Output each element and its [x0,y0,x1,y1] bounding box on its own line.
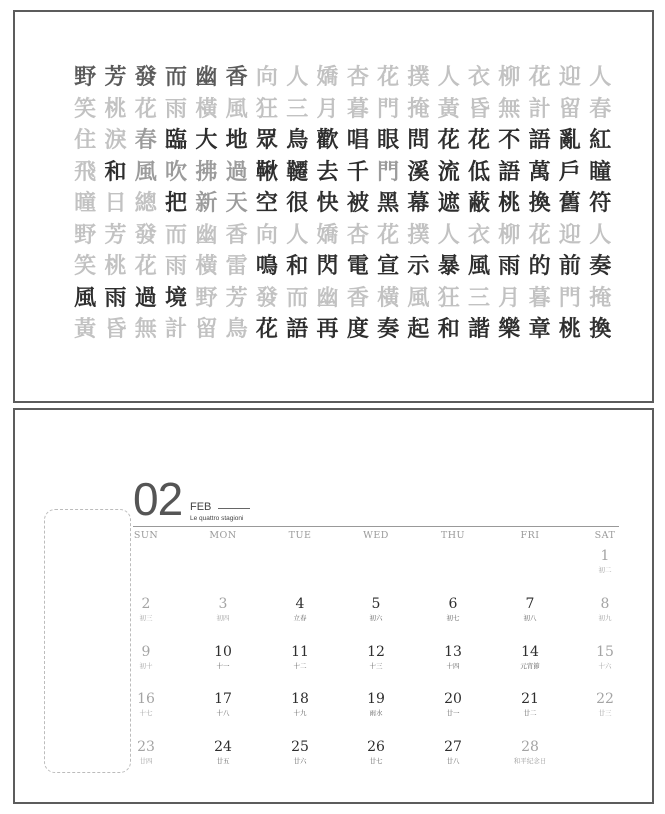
poem-glyph: 幕 [407,190,430,216]
poem-glyph: 雨 [498,253,521,279]
day-number: 21 [521,691,539,707]
poem-glyph: 鞦 [255,158,278,185]
poem-glyph: 嬌 [316,221,339,248]
poem-glyph: 桃 [498,190,521,216]
poem-glyph: 月 [498,284,521,311]
weekday-wed: WED [363,530,389,541]
poem-glyph: 前 [558,253,581,279]
poem-glyph: 野 [74,64,97,90]
poem-glyph: 很 [286,190,309,216]
poem-glyph: 花 [377,64,400,90]
lunar-date-label: 十九 [293,709,307,717]
day-cell-21[interactable] [495,691,565,718]
day-number: 6 [448,596,458,612]
poem-glyph: 杏 [346,221,369,248]
month-name: FEB [190,501,212,513]
header-rule [133,526,619,527]
poem-glyph: 淚 [104,127,127,153]
poem-glyph: 風 [468,253,491,279]
poem-glyph: 桃 [104,253,127,279]
poem-glyph: 起 [407,316,430,342]
day-cell-26[interactable] [341,739,411,766]
lunar-date-label: 十二 [293,662,307,670]
poem-glyph: 三 [286,95,309,122]
poem-glyph: 而 [165,221,188,248]
day-cell-2[interactable] [111,596,181,623]
day-cell-13[interactable] [418,644,488,671]
poem-glyph: 而 [165,64,188,90]
day-cell-19[interactable] [341,691,411,718]
lunar-date-label: 廿一 [446,709,460,717]
day-cell-15[interactable] [570,644,640,671]
poem-glyph: 大 [195,127,218,153]
day-number: 13 [444,644,462,660]
poem-glyph: 花 [134,95,157,122]
poem-glyph: 拂 [195,158,218,185]
poem-glyph: 芳 [104,221,127,248]
poem-glyph: 花 [528,221,551,248]
poem-glyph: 蔽 [468,190,491,216]
weekday-sun: SUN [133,530,159,541]
poem-glyph: 唱 [346,127,369,153]
poem-glyph: 風 [134,158,157,185]
lunar-date-label: 初九 [598,614,612,622]
poem-glyph: 暮 [346,95,369,122]
lunar-date-label: 初二 [598,566,612,574]
poem-glyph: 衣 [468,64,491,90]
lunar-date-label: 和平紀念日 [513,757,547,765]
poem-glyph: 門 [558,284,581,311]
lunar-date-label: 廿八 [446,757,460,765]
photo-placeholder-frame [44,509,131,773]
day-number: 23 [137,739,155,755]
poem-glyph: 風 [407,284,430,311]
poem-glyph: 電 [346,253,369,279]
day-cell-9[interactable] [111,644,181,671]
poem-glyph: 章 [528,316,551,342]
poem-glyph: 雨 [165,253,188,279]
poem-glyph: 狂 [437,284,460,311]
poem-glyph: 向 [255,221,278,248]
poem-glyph: 發 [134,64,157,90]
poem-glyph: 鳴 [255,253,278,279]
poem-glyph: 門 [377,95,400,122]
poem-glyph: 流 [437,158,460,185]
poem-glyph: 三 [468,284,491,311]
poem-glyph: 舊 [558,190,581,216]
poem-glyph: 花 [468,127,491,153]
day-cell-16[interactable] [111,691,181,718]
weekday-sat: SAT [594,530,616,541]
poem-glyph: 戶 [558,158,581,185]
poem-glyph: 無 [498,95,521,122]
day-cell-28[interactable] [495,739,565,766]
lunar-date-label: 廿六 [293,757,307,765]
poem-glyph: 月 [316,95,339,122]
poem-glyph: 萬 [528,158,551,185]
day-number: 5 [371,596,381,612]
poem-glyph: 飛 [74,158,97,185]
day-cell-22[interactable] [570,691,640,718]
poem-glyph: 去 [316,158,339,185]
poem-glyph: 境 [165,284,188,311]
poem-glyph: 奏 [589,253,612,279]
poem-glyph: 瞳 [589,158,612,185]
poem-glyph: 掩 [589,284,612,311]
poem-glyph: 不 [498,127,521,153]
poem-glyph: 再 [316,316,339,342]
poem-glyph: 總 [134,190,157,216]
poem-glyph: 春 [589,95,612,122]
poem-glyph: 橫 [195,253,218,279]
poem-glyph: 換 [528,190,551,216]
day-number: 3 [218,596,228,612]
lunar-date-label: 元宵節 [520,662,540,670]
day-cell-3[interactable] [188,596,258,623]
day-number: 19 [367,691,385,707]
calendar-panel [13,408,654,804]
lunar-date-label: 十四 [446,662,460,670]
day-number: 20 [444,691,462,707]
poem-glyph: 風 [225,95,248,122]
day-cell-6[interactable] [418,596,488,623]
lunar-date-label: 廿七 [369,757,383,765]
poem-glyph: 空 [255,190,278,216]
day-number: 27 [444,739,462,755]
day-number: 15 [596,644,614,660]
poem-glyph: 香 [225,221,248,248]
lunar-date-label: 十六 [598,662,612,670]
poem-glyph: 人 [286,64,309,90]
poem-glyph: 杏 [346,64,369,90]
poem-grid [70,62,615,346]
day-number: 7 [525,596,535,612]
lunar-date-label: 雨水 [369,709,383,717]
poem-glyph: 人 [589,221,612,248]
poem-glyph: 迎 [558,64,581,90]
day-number: 4 [295,596,305,612]
poem-glyph: 無 [134,316,157,342]
lunar-date-label: 十七 [139,709,153,717]
day-number: 12 [367,644,385,660]
poem-glyph: 溪 [407,158,430,185]
day-cell-20[interactable] [418,691,488,718]
poem-glyph: 韆 [286,158,309,185]
weekday-tue: TUE [288,530,312,541]
poem-glyph: 示 [407,253,430,279]
day-number: 25 [291,739,309,755]
lunar-date-label: 立春 [293,614,307,622]
poem-glyph: 幽 [195,221,218,248]
poem-glyph: 衣 [468,221,491,248]
day-number: 22 [596,691,614,707]
poem-glyph: 吹 [165,158,188,185]
poem-glyph: 幽 [195,64,218,90]
day-cell-1[interactable] [570,548,640,575]
poem-glyph: 過 [225,158,248,185]
day-number: 1 [600,548,610,564]
poem-glyph: 千 [346,158,369,185]
poem-glyph: 人 [286,221,309,248]
poem-glyph: 換 [589,316,612,342]
poem-glyph: 黃 [74,316,97,342]
poem-glyph: 問 [407,127,430,153]
poem-glyph: 和 [286,253,309,279]
day-number: 16 [137,691,155,707]
poem-glyph: 住 [74,127,97,153]
weekday-thu: THU [440,530,466,541]
poem-glyph: 雨 [104,284,127,311]
poem-glyph: 花 [377,221,400,248]
poem-glyph: 桃 [104,95,127,122]
poem-glyph: 幽 [316,284,339,311]
poem-glyph: 和 [437,316,460,342]
day-number: 26 [367,739,385,755]
poem-glyph: 香 [346,284,369,311]
poem-glyph: 低 [468,158,491,185]
poem-glyph: 快 [316,190,339,216]
day-number: 18 [291,691,309,707]
poem-glyph: 笑 [74,95,97,122]
poem-glyph: 度 [346,316,369,342]
poem-glyph: 暮 [528,284,551,311]
day-cell-10[interactable] [188,644,258,671]
poem-glyph: 狂 [255,95,278,122]
lunar-date-label: 初三 [139,614,153,622]
poem-glyph: 過 [134,284,157,311]
poem-glyph: 迎 [558,221,581,248]
day-cell-24[interactable] [188,739,258,766]
day-number: 14 [521,644,539,660]
poem-glyph: 春 [134,127,157,153]
poem-glyph: 黑 [377,190,400,216]
poem-glyph: 笑 [74,253,97,279]
lunar-date-label: 初八 [523,614,537,622]
day-number: 28 [521,739,539,755]
day-cell-27[interactable] [418,739,488,766]
day-cell-8[interactable] [570,596,640,623]
lunar-date-label: 廿四 [139,757,153,765]
poem-glyph: 宣 [377,253,400,279]
poem-glyph: 鳥 [286,127,309,153]
poem-glyph: 橫 [377,284,400,311]
poem-glyph: 風 [74,284,97,311]
poem-glyph: 野 [74,221,97,248]
poem-glyph: 紅 [589,127,612,153]
poem-glyph: 撲 [407,64,430,90]
poem-glyph: 把 [165,190,188,216]
poem-glyph: 計 [528,95,551,122]
poem-glyph: 計 [165,316,188,342]
poem-glyph: 奏 [377,316,400,342]
poem-glyph: 鳥 [225,316,248,342]
weekday-fri: FRI [520,530,540,541]
lunar-date-label: 廿二 [523,709,537,717]
poem-glyph: 昏 [468,95,491,122]
lunar-date-label: 廿三 [598,709,612,717]
poem-glyph: 芳 [225,284,248,311]
day-number: 9 [141,644,151,660]
poem-glyph: 亂 [558,127,581,153]
day-number: 10 [214,644,232,660]
poem-glyph: 柳 [498,64,521,90]
poem-glyph: 撲 [407,221,430,248]
poem-glyph: 曈 [74,190,97,216]
lunar-date-label: 初六 [369,614,383,622]
poem-glyph: 眼 [377,127,400,153]
day-number: 2 [141,596,151,612]
month-number: 02 [133,473,183,525]
poem-glyph: 香 [225,64,248,90]
poem-glyph: 被 [346,190,369,216]
poem-glyph: 人 [437,221,460,248]
poem-glyph: 橫 [195,95,218,122]
lunar-date-label: 十一 [216,662,230,670]
poem-glyph: 留 [558,95,581,122]
poem-glyph: 而 [286,284,309,311]
day-number: 8 [600,596,610,612]
poem-glyph: 花 [255,316,278,342]
poem-glyph: 語 [528,127,551,153]
poem-glyph: 桃 [558,316,581,342]
poem-glyph: 柳 [498,221,521,248]
poem-glyph: 遮 [437,190,460,216]
poem-glyph: 的 [528,253,551,279]
poem-glyph: 樂 [498,316,521,342]
poem-glyph: 臨 [165,127,188,153]
lunar-date-label: 廿五 [216,757,230,765]
day-cell-17[interactable] [188,691,258,718]
day-cell-14[interactable] [495,644,565,671]
poem-glyph: 人 [437,64,460,90]
day-cell-12[interactable] [341,644,411,671]
lunar-date-label: 初七 [446,614,460,622]
weekday-mon: MON [209,530,237,541]
day-cell-25[interactable] [265,739,335,766]
day-number: 24 [214,739,232,755]
poem-glyph: 語 [286,316,309,342]
poem-glyph: 門 [377,158,400,185]
poem-glyph: 雨 [165,95,188,122]
poem-glyph: 嬌 [316,64,339,90]
poem-glyph: 雷 [225,253,248,279]
poem-panel [13,10,654,403]
poem-glyph: 向 [255,64,278,90]
poem-glyph: 日 [104,190,127,216]
poem-glyph: 眾 [255,127,278,153]
month-subtitle: Le quattro stagioni [190,515,244,522]
poem-glyph: 花 [528,64,551,90]
poem-glyph: 閃 [316,253,339,279]
poem-glyph: 黃 [437,95,460,122]
poem-glyph: 地 [225,127,248,153]
poem-glyph: 暴 [437,253,460,279]
poem-glyph: 掩 [407,95,430,122]
day-cell-18[interactable] [265,691,335,718]
lunar-date-label: 初十 [139,662,153,670]
poem-glyph: 歡 [316,127,339,153]
poem-glyph: 和 [104,158,127,185]
poem-glyph: 留 [195,316,218,342]
day-cell-4[interactable] [265,596,335,623]
lunar-date-label: 初四 [216,614,230,622]
poem-glyph: 發 [134,221,157,248]
poem-glyph: 符 [589,190,612,216]
poem-glyph: 昏 [104,316,127,342]
poem-glyph: 花 [134,253,157,279]
lunar-date-label: 十三 [369,662,383,670]
poem-glyph: 天 [225,190,248,216]
poem-glyph: 芳 [104,64,127,90]
lunar-date-label: 十八 [216,709,230,717]
poem-glyph: 新 [195,190,218,216]
poem-glyph: 花 [437,127,460,153]
month-name-underline [218,508,250,509]
poem-glyph: 人 [589,64,612,90]
day-number: 11 [291,644,309,660]
poem-glyph: 諧 [468,316,491,342]
day-cell-11[interactable] [265,644,335,671]
day-cell-5[interactable] [341,596,411,623]
poem-glyph: 語 [498,158,521,185]
poem-glyph: 野 [195,284,218,311]
day-cell-7[interactable] [495,596,565,623]
day-cell-23[interactable] [111,739,181,766]
day-number: 17 [214,691,232,707]
poem-glyph: 發 [255,284,278,311]
